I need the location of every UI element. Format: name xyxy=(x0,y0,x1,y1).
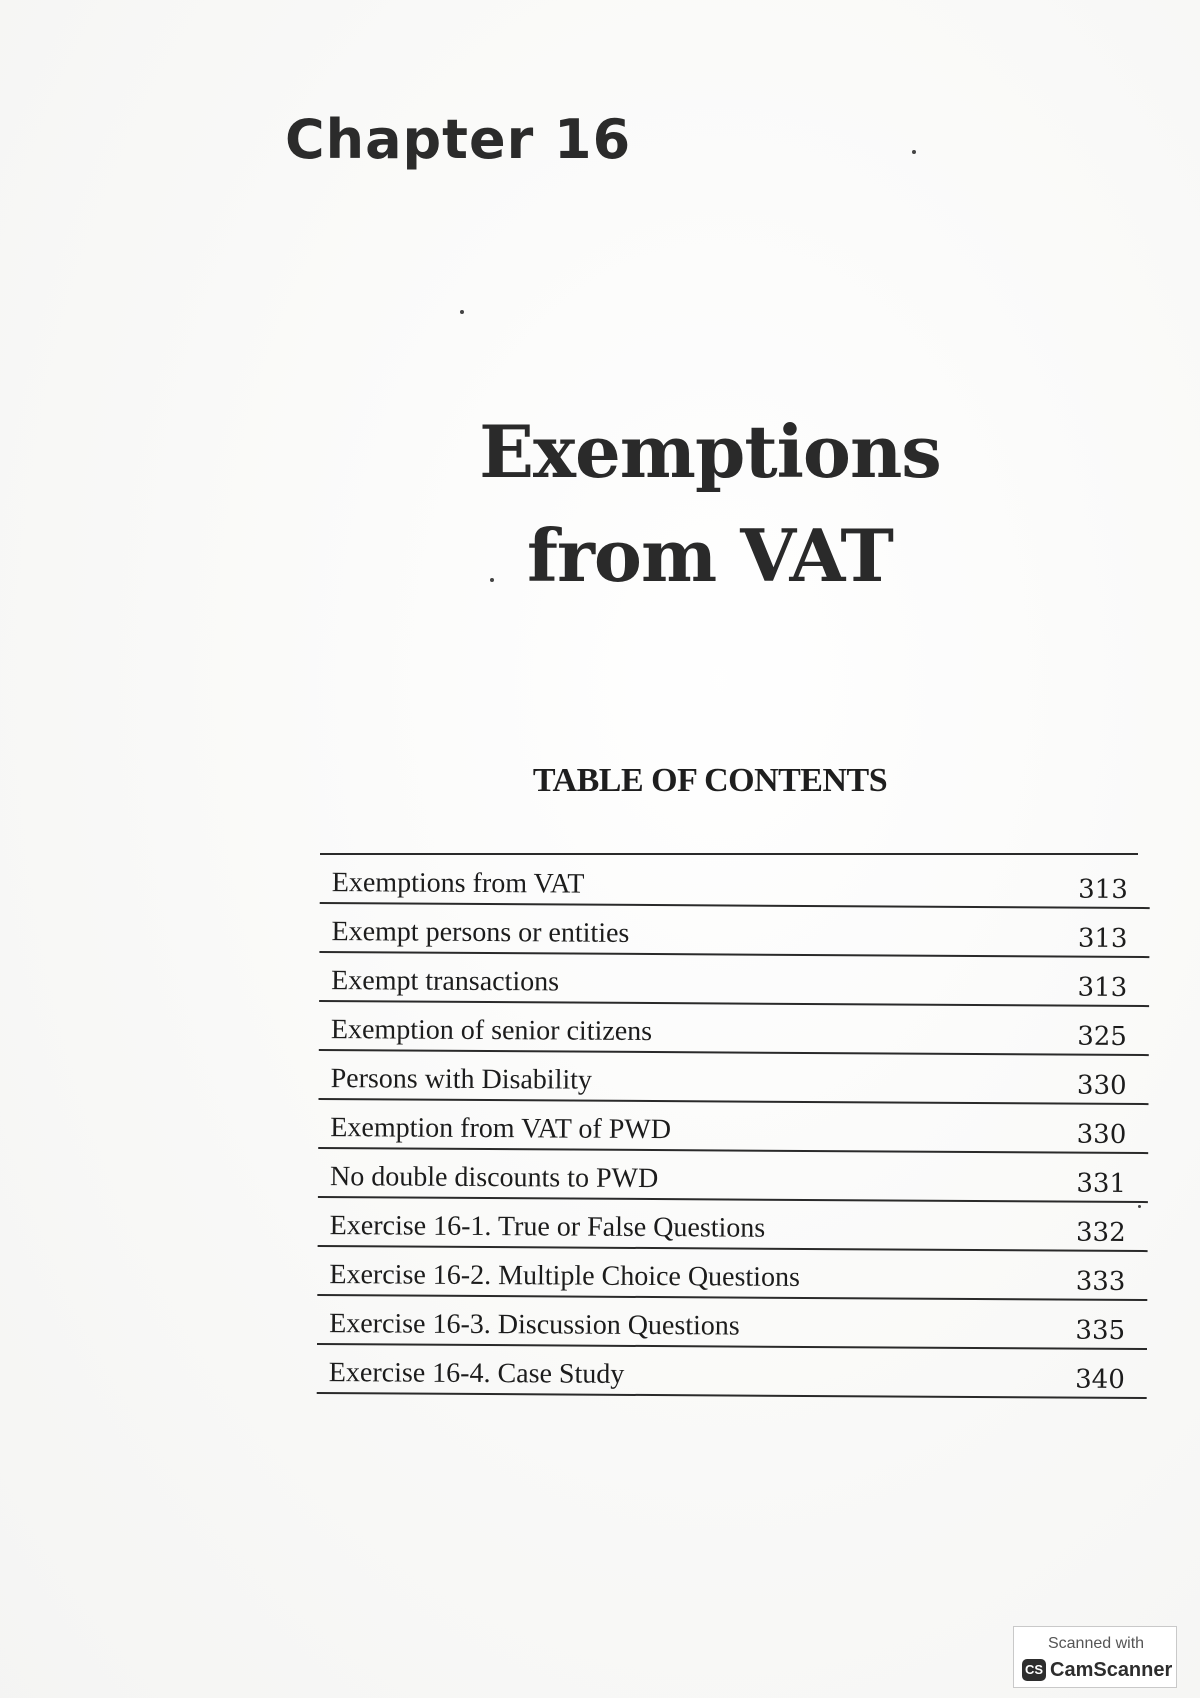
toc-entry-page: 313 xyxy=(1078,874,1128,905)
toc-entry-exercise-16-3[interactable] xyxy=(317,1296,1147,1350)
toc-entry-exercise-16-2[interactable] xyxy=(317,1247,1147,1301)
scan-speck xyxy=(460,310,464,314)
watermark-brand: CamScanner xyxy=(1050,1659,1173,1681)
toc-entry-title: Exercise 16-4. Case Study xyxy=(328,1357,625,1390)
toc-entry-page: 330 xyxy=(1076,1070,1127,1101)
toc-heading: TABLE OF CONTENTS xyxy=(532,762,888,799)
toc-entry-senior-citizens[interactable] xyxy=(319,1002,1149,1056)
toc-entry-page: 325 xyxy=(1077,1021,1127,1052)
toc-entry-page: 335 xyxy=(1075,1315,1126,1346)
toc-entry-title: Exercise 16-1. True or False Questions xyxy=(329,1210,766,1244)
toc-entry-exercise-16-4[interactable] xyxy=(317,1345,1147,1399)
chapter-title-line2: from VAT xyxy=(527,513,893,598)
scan-speck xyxy=(912,150,916,154)
toc-entry-title: Persons with Disability xyxy=(330,1063,593,1096)
toc-entry-title: Exercise 16-2. Multiple Choice Questions xyxy=(329,1259,800,1293)
toc-entry-page: 333 xyxy=(1075,1266,1126,1297)
toc-entry-page: 313 xyxy=(1077,972,1128,1003)
toc-entry-exemptions-from-vat[interactable] xyxy=(320,855,1150,909)
camscanner-logo-icon: CS xyxy=(1022,1659,1046,1681)
toc-entry-page: 313 xyxy=(1077,923,1128,954)
toc-entry-title: Exempt persons or entities xyxy=(331,916,630,949)
scan-speck xyxy=(1138,1205,1141,1208)
toc-top-rule xyxy=(320,853,1138,855)
toc-entry-persons-with-disability[interactable] xyxy=(319,1051,1149,1105)
chapter-title xyxy=(440,400,980,608)
chapter-title-line1: Exemptions xyxy=(479,409,941,494)
toc-entry-exercise-16-1[interactable] xyxy=(318,1198,1148,1252)
scan-speck xyxy=(490,578,494,582)
camscanner-watermark xyxy=(1013,1626,1177,1688)
toc-entry-no-double-discounts[interactable] xyxy=(318,1149,1148,1203)
toc-entry-page: 330 xyxy=(1076,1119,1127,1150)
toc-entry-exemption-pwd[interactable] xyxy=(318,1100,1148,1154)
toc-list xyxy=(317,855,1150,1399)
toc-entry-exempt-persons[interactable] xyxy=(319,904,1149,958)
toc-entry-title: No double discounts to PWD xyxy=(329,1161,659,1195)
toc-entry-title: Exemption of senior citizens xyxy=(330,1014,653,1048)
toc-entry-title: Exemptions from VAT xyxy=(331,867,585,900)
toc-entry-title: Exemption from VAT of PWD xyxy=(330,1112,672,1146)
toc-entry-exempt-transactions[interactable] xyxy=(319,953,1149,1007)
chapter-label: Chapter 16 xyxy=(285,108,632,171)
toc-entry-title: Exempt transactions xyxy=(331,965,560,998)
toc-entry-page: 332 xyxy=(1075,1217,1126,1248)
toc-entry-title: Exercise 16-3. Discussion Questions xyxy=(329,1308,740,1342)
toc-entry-page: 340 xyxy=(1075,1364,1125,1395)
toc-entry-page: 331 xyxy=(1076,1168,1127,1199)
watermark-scanned-with: Scanned with xyxy=(1047,1635,1145,1652)
